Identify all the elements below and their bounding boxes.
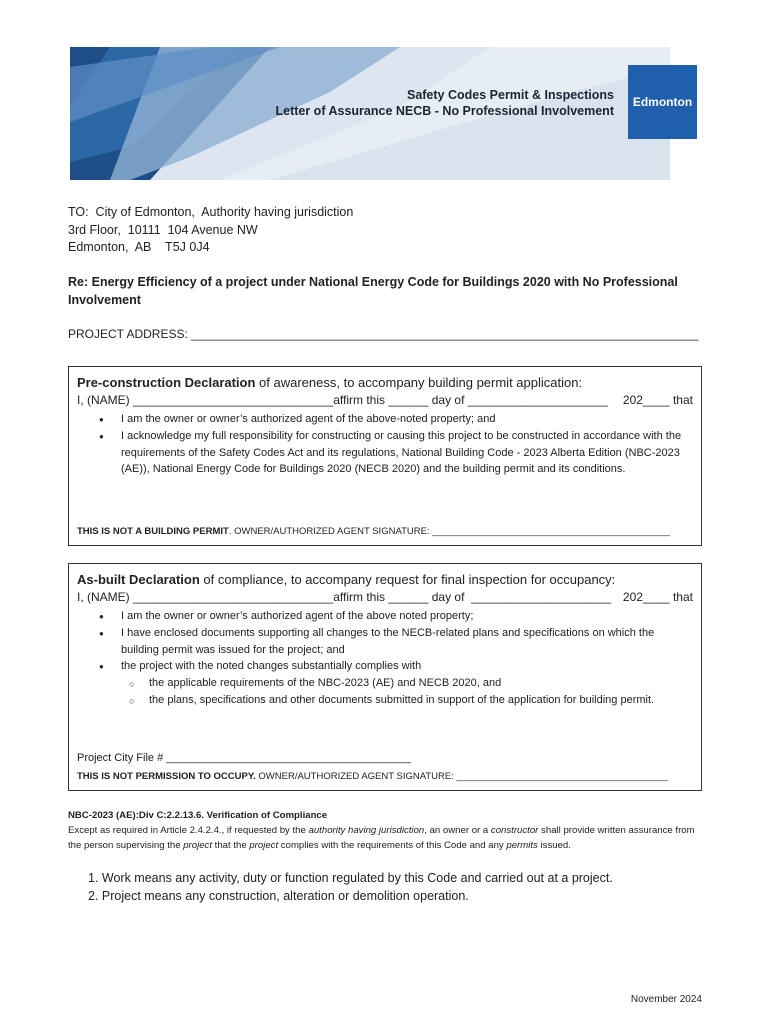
code-reference-heading: NBC-2023 (AE):Div C:2.2.13.6. Verification of Compliance	[68, 810, 328, 821]
pre-construction-heading	[77, 375, 693, 390]
text-run: shall provide written assurance from the person supervising the	[68, 825, 695, 851]
edmonton-logo	[628, 65, 697, 139]
as-built-affirm-right[interactable]: 202____ that	[622, 590, 693, 604]
addressee-line-3: Edmonton, AB T5J 0J4	[68, 240, 210, 254]
as-built-heading-bold: As-built Declaration	[77, 572, 200, 587]
code-reference-text	[68, 823, 702, 853]
logo-text: Edmonton	[632, 95, 693, 109]
project-city-file-field[interactable]: Project City File # ________________________________________	[77, 752, 411, 764]
signature-line[interactable]: OWNER/AUTHORIZED AGENT SIGNATURE: ________________________________________	[255, 771, 668, 782]
pre-construction-bullets	[77, 411, 693, 478]
sub-list-item: ○ the plans, specifications and other documents submitted in support of the application for building permit.	[149, 692, 693, 709]
list-item: ● I have enclosed documents supporting all changes to the NECB-related plans and specifications on which the building permit was issued for the project; and	[121, 625, 693, 659]
title-line-2: Letter of Assurance NECB - No Professional Involvement	[275, 104, 614, 118]
text-run: , an owner or a	[424, 825, 491, 836]
project-address-field[interactable]: PROJECT ADDRESS: ____________________________________________________________________________	[68, 327, 699, 341]
sub-list-item: ○ the applicable requirements of the NBC-2023 (AE) and NECB 2020, and	[149, 675, 693, 692]
definition-item: 1. Work means any activity, duty or function regulated by this Code and carried out at a project.	[88, 871, 613, 885]
italic-term: project	[249, 840, 279, 851]
as-built-affirm-line[interactable]	[77, 590, 693, 604]
text-run: Except as required in Article 2.4.2.4., if requested by the	[68, 825, 309, 836]
text-run: complies with the requirements of this Code and any	[278, 840, 507, 851]
list-item-text: the project with the noted changes substantially complies with	[121, 660, 422, 673]
list-item: ● I am the owner or owner’s authorized agent of the above-noted property; and	[121, 411, 693, 428]
list-item	[121, 658, 693, 708]
addressee-line-2: 3rd Floor, 10111 104 Avenue NW	[68, 222, 258, 237]
as-built-affirm-left[interactable]: I, (NAME) ______________________________affirm this ______ day of _____________________	[77, 590, 612, 604]
header-banner	[70, 47, 693, 180]
list-item: ● I am the owner or owner’s authorized agent of the above noted property;	[121, 608, 693, 625]
as-built-heading-rest: of compliance, to accompany request for final inspection for occupancy:	[199, 572, 616, 587]
italic-term: authority having jurisdiction	[308, 825, 425, 836]
text-run: issued.	[537, 840, 571, 851]
pre-construction-affirm-line[interactable]	[77, 393, 693, 407]
re-title: Re: Energy Efficiency of a project under National Energy Code for Buildings 2020 with No Professional Involvement	[68, 275, 678, 307]
not-building-permit-notice: THIS IS NOT A BUILDING PERMIT	[77, 526, 229, 537]
as-built-signature[interactable]	[77, 771, 668, 782]
pre-construction-signature[interactable]	[77, 526, 670, 537]
signature-line[interactable]: . OWNER/AUTHORIZED AGENT SIGNATURE: _____________________________________________	[228, 526, 670, 537]
list-item: ● I acknowledge my full responsibility for constructing or causing this project to be constructed in accordance with the requirements of the Safety Codes Act and its regulations, National Building Code - 2023 Alberta Edition (NBC-2023 (AE)), National Energy Code for Buildings 2020 (NECB 2020) and the building permit and its conditions.	[121, 428, 693, 478]
italic-term: project	[183, 840, 212, 851]
definitions-list	[88, 869, 613, 905]
pre-construction-heading-rest: of awareness, to accompany building permit application:	[255, 375, 583, 390]
definition-item: 2. Project means any construction, alteration or demolition operation.	[88, 889, 469, 903]
pre-construction-declaration	[68, 366, 702, 546]
as-built-declaration	[68, 563, 702, 791]
addressee-line-1: TO: City of Edmonton, Authority having jurisdiction	[68, 205, 354, 219]
as-built-heading	[77, 572, 693, 587]
as-built-bullets	[77, 608, 693, 709]
title-line-1: Safety Codes Permit & Inspections	[406, 88, 614, 102]
not-permission-to-occupy-notice: THIS IS NOT PERMISSION TO OCCUPY.	[77, 771, 256, 782]
italic-term: constructor	[490, 825, 539, 836]
as-built-sub-bullets	[121, 675, 693, 709]
text-run: that the	[212, 840, 250, 851]
pre-construction-affirm-left[interactable]: I, (NAME) ______________________________affirm this ______ day of _____________________	[77, 393, 608, 407]
document-title	[275, 87, 614, 119]
italic-term: permits	[506, 840, 538, 851]
pre-construction-affirm-right[interactable]: 202____ that	[622, 393, 693, 407]
footer-date: November 2024	[630, 994, 702, 1005]
addressee-block	[68, 204, 353, 257]
pre-construction-heading-bold: Pre-construction Declaration	[77, 375, 256, 390]
code-reference	[68, 808, 702, 853]
